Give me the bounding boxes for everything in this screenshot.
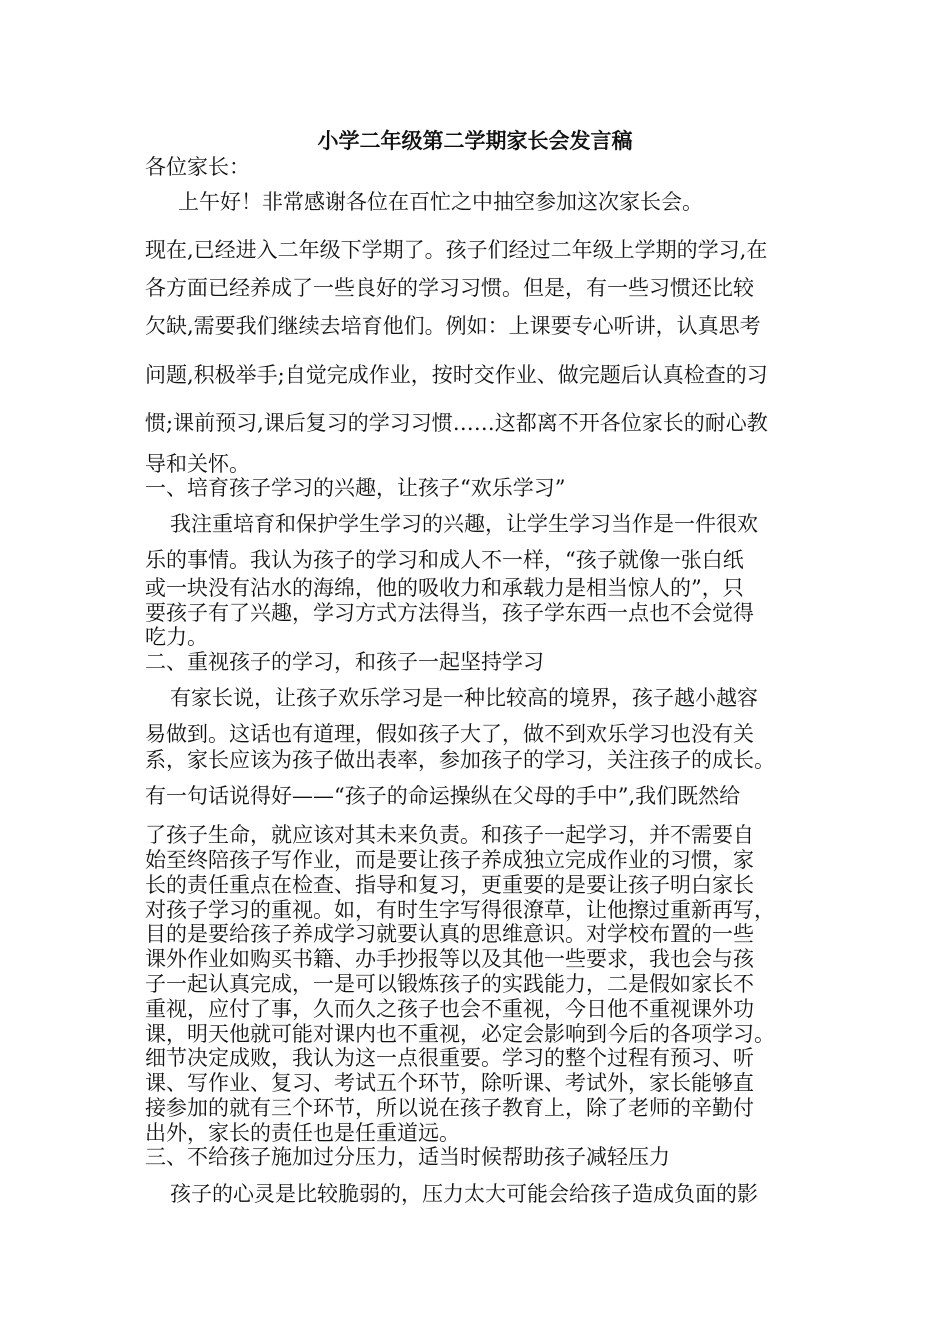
paragraph-line: 了孩子生命，就应该对其未来负责。和孩子一起学习，并不需要自 <box>145 823 754 847</box>
paragraph-line: 系，家长应该为孩子做出表率，参加孩子的学习，关注孩子的成长。 <box>145 748 775 772</box>
paragraph-line: 欠缺,需要我们继续去培育他们。例如：上课要专心听讲，认真思考 <box>145 314 761 338</box>
paragraph-line: 课、写作业、复习、考试五个环节，除听课、考试外，家长能够直 <box>145 1071 754 1095</box>
paragraph-line: 重视，应付了事，久而久之孩子也会不重视，今日他不重视课外功 <box>145 997 754 1021</box>
paragraph-line: 乐的事情。我认为孩子的学习和成人不一样，“孩子就像一张白纸 <box>145 548 744 572</box>
paragraph-line: 要孩子有了兴趣，学习方式方法得当，孩子学东西一点也不会觉得 <box>145 601 754 625</box>
paragraph-line: 出外，家长的责任也是任重道远。 <box>145 1121 460 1145</box>
paragraph-line: 导和关怀。 <box>145 452 250 476</box>
section-heading: 三、不给孩子施加过分压力，适当时候帮助孩子减轻压力 <box>145 1145 670 1169</box>
paragraph-line: 课，明天他就可能对课内也不重视，必定会影响到今后的各项学习。 <box>145 1022 775 1046</box>
section-heading: 二、重视孩子的学习，和孩子一起坚持学习 <box>145 650 544 674</box>
paragraph-line: 长的责任重点在检查、指导和复习，更重要的是要让孩子明白家长 <box>145 873 754 897</box>
paragraph-line: 惯;课前预习,课后复习的学习习惯……这都离不开各位家长的耐心教 <box>145 411 768 435</box>
page-title: 小学二年级第二学期家长会发言稿 <box>317 128 633 153</box>
paragraph-line: 课外作业如购买书籍、办手抄报等以及其他一些要求，我也会与孩 <box>145 947 754 971</box>
paragraph-line: 目的是要给孩子养成学习就要认真的思维意识。对学校布置的一些 <box>145 922 754 946</box>
paragraph-line: 问题,积极举手;自觉完成作业，按时交作业、做完题后认真检查的习 <box>145 363 768 387</box>
paragraph-line: 各方面已经养成了一些良好的学习习惯。但是，有一些习惯还比较 <box>145 276 754 300</box>
paragraph-line: 吃力。 <box>145 625 208 649</box>
paragraph-line: 有一句话说得好——“孩子的命运操纵在父母的手中”,我们既然给 <box>145 784 741 808</box>
paragraph-line: 始至终陪孩子写作业，而是要让孩子养成独立完成作业的习惯，家 <box>145 848 754 872</box>
paragraph-line: 上午好！非常感谢各位在百忙之中抽空参加这次家长会。 <box>178 190 703 214</box>
paragraph-line: 细节决定成败，我认为这一点很重要。学习的整个过程有预习、听 <box>145 1046 754 1070</box>
paragraph-line: 我注重培育和保护学生学习的兴趣，让学生学习当作是一件很欢 <box>170 512 758 536</box>
paragraph-line: 孩子的心灵是比较脆弱的，压力太大可能会给孩子造成负面的影 <box>170 1182 758 1206</box>
paragraph-line: 对孩子学习的重视。如，有时生字写得很潦草，让他擦过重新再写， <box>145 898 775 922</box>
paragraph-line: 或一块没有沾水的海绵，他的吸收力和承载力是相当惊人的”，只 <box>145 576 744 600</box>
greeting-line: 各位家长： <box>145 155 250 179</box>
paragraph-line: 接参加的就有三个环节，所以说在孩子教育上，除了老师的辛勤付 <box>145 1096 754 1120</box>
section-heading: 一、培育孩子学习的兴趣，让孩子“欢乐学习” <box>145 476 566 500</box>
paragraph-line: 易做到。这话也有道理，假如孩子大了，做不到欢乐学习也没有关 <box>145 722 754 746</box>
paragraph-line: 有家长说，让孩子欢乐学习是一种比较高的境界，孩子越小越容 <box>170 686 758 710</box>
paragraph-line: 子一起认真完成，一是可以锻炼孩子的实践能力，二是假如家长不 <box>145 972 754 996</box>
paragraph-line: 现在,已经进入二年级下学期了。孩子们经过二年级上学期的学习,在 <box>145 238 768 262</box>
